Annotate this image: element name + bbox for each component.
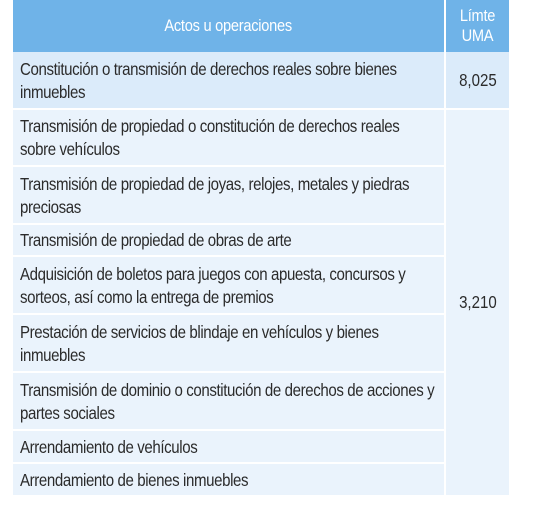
acto-cell [13, 109, 445, 166]
table-row [13, 372, 509, 430]
limite-value: 3,210 [458, 292, 497, 312]
acto-cell [13, 52, 445, 109]
acto-cell [13, 314, 445, 372]
acto-cell [13, 430, 445, 463]
acto-text: Constitución o transmisión de derechos reales sobre bienes inmuebles [20, 58, 397, 102]
acto-cell [13, 372, 445, 430]
table-row [13, 256, 509, 314]
acto-cell [13, 224, 445, 256]
limite-cell [445, 52, 509, 109]
acto-text: Arrendamiento de bienes inmuebles [20, 469, 249, 490]
table-row [13, 314, 509, 372]
limite-value: 8,025 [458, 69, 497, 90]
acto-text: Arrendamiento de vehículos [20, 436, 198, 457]
table-row [13, 166, 509, 224]
limite-cell [445, 109, 509, 496]
acto-text: Transmisión de dominio o constitución de derechos de acciones y partes sociales [20, 379, 435, 423]
table-row [13, 109, 509, 166]
acto-text: Transmisión de propiedad de joyas, relojes, metales y piedras preciosas [20, 173, 410, 217]
table-row [13, 463, 509, 496]
header-actos-label: Actos u operaciones [164, 16, 293, 35]
acto-text: Transmisión de propiedad de obras de arte [20, 230, 292, 250]
acto-cell [13, 463, 445, 496]
header-limite [445, 0, 509, 52]
acto-cell [13, 256, 445, 314]
table-header-row [13, 0, 509, 52]
acto-text: Prestación de servicios de blindaje en vehículos y bienes inmuebles [20, 321, 379, 365]
table-row [13, 52, 509, 109]
acto-cell [13, 166, 445, 224]
table-row [13, 430, 509, 463]
header-limite-line1: Límte [459, 6, 496, 25]
header-actos [13, 0, 445, 52]
acto-text: Transmisión de propiedad o constitución de derechos reales sobre vehículos [20, 116, 400, 159]
header-limite-line2: UMA [461, 26, 494, 45]
acto-text: Adquisición de boletos para juegos con apuesta, concursos y sorteos, así como la entrega de premios [20, 263, 406, 307]
table-row [13, 224, 509, 256]
limits-table [13, 0, 509, 497]
